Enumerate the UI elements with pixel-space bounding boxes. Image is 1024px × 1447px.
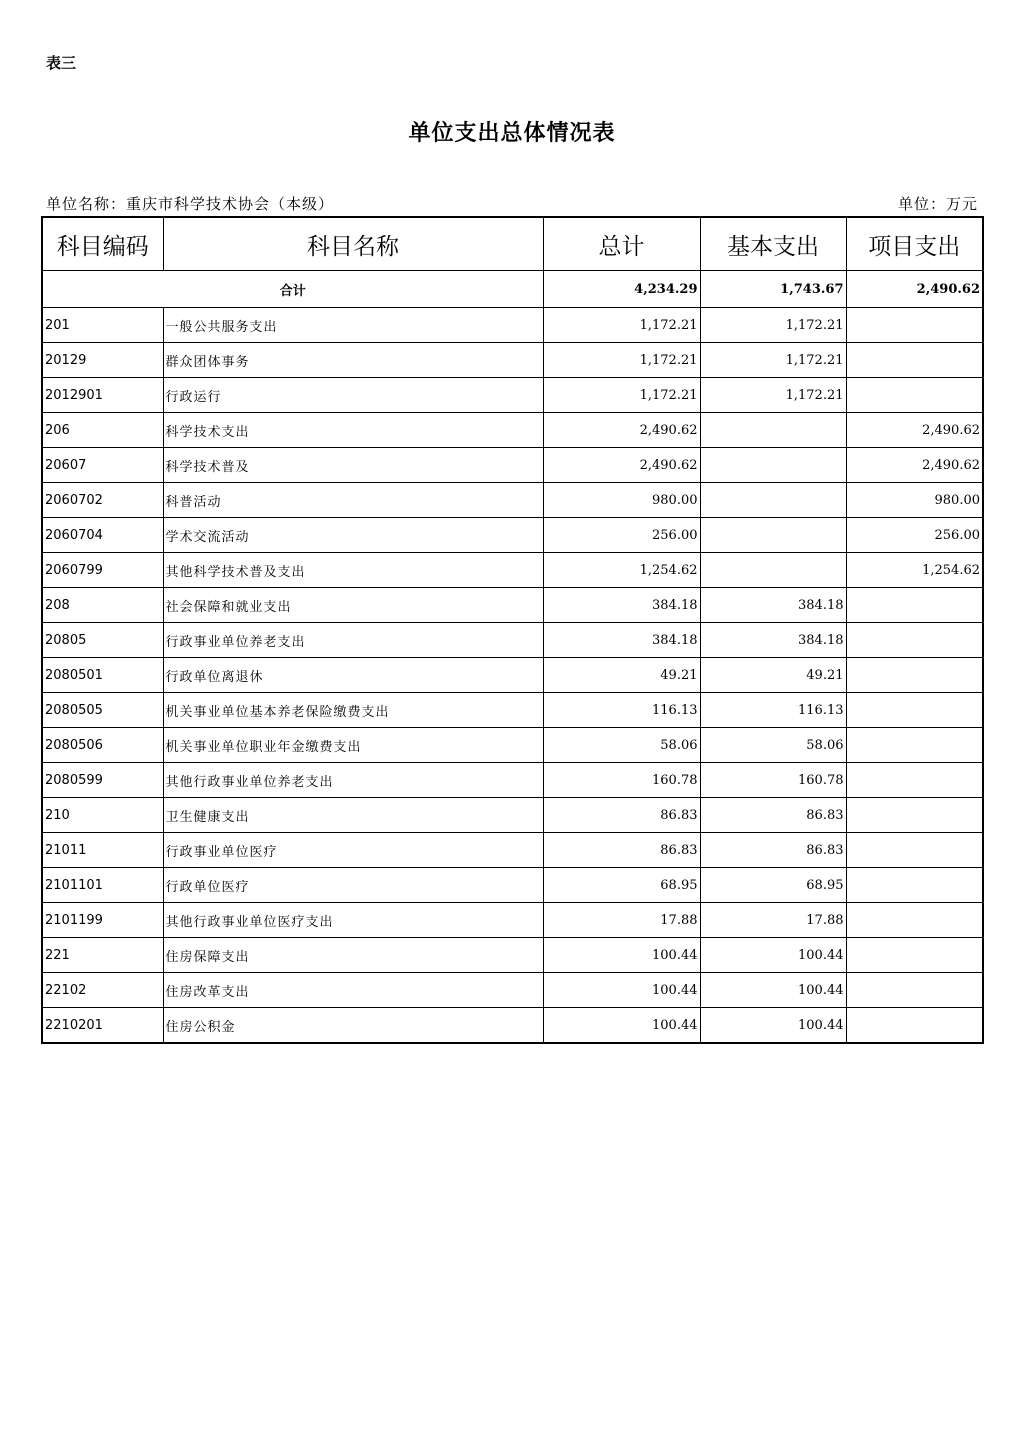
table-row xyxy=(42,448,983,483)
row-basic: 1,172.21 xyxy=(700,378,846,413)
header-row xyxy=(42,217,983,271)
row-code: 21011 xyxy=(42,833,163,868)
row-name: 行政事业单位养老支出 xyxy=(163,623,543,658)
row-basic: 1,172.21 xyxy=(700,308,846,343)
row-project xyxy=(846,658,983,693)
row-project xyxy=(846,623,983,658)
row-total: 17.88 xyxy=(543,903,700,938)
row-project xyxy=(846,938,983,973)
row-basic: 100.44 xyxy=(700,938,846,973)
row-total: 100.44 xyxy=(543,1008,700,1044)
table-row xyxy=(42,868,983,903)
table-label: 表三 xyxy=(46,54,77,72)
row-code: 2060704 xyxy=(42,518,163,553)
row-code: 2080501 xyxy=(42,658,163,693)
row-total: 2,490.62 xyxy=(543,413,700,448)
row-name: 住房保障支出 xyxy=(163,938,543,973)
total-total: 4,234.29 xyxy=(543,271,700,308)
table-row xyxy=(42,518,983,553)
row-name: 科学技术普及 xyxy=(163,448,543,483)
row-project xyxy=(846,343,983,378)
row-name: 其他行政事业单位医疗支出 xyxy=(163,903,543,938)
row-basic: 86.83 xyxy=(700,833,846,868)
row-code: 221 xyxy=(42,938,163,973)
row-total: 980.00 xyxy=(543,483,700,518)
row-code: 210 xyxy=(42,798,163,833)
row-total: 1,254.62 xyxy=(543,553,700,588)
row-project: 980.00 xyxy=(846,483,983,518)
row-project: 2,490.62 xyxy=(846,448,983,483)
row-code: 2060702 xyxy=(42,483,163,518)
header-project: 项目支出 xyxy=(846,217,983,271)
row-basic: 86.83 xyxy=(700,798,846,833)
row-basic: 49.21 xyxy=(700,658,846,693)
row-total: 116.13 xyxy=(543,693,700,728)
organization-name: 单位名称：重庆市科学技术协会（本级） xyxy=(46,195,335,213)
row-project: 2,490.62 xyxy=(846,413,983,448)
row-code: 2012901 xyxy=(42,378,163,413)
row-code: 2101199 xyxy=(42,903,163,938)
row-basic: 116.13 xyxy=(700,693,846,728)
header-code: 科目编码 xyxy=(42,217,163,271)
row-project xyxy=(846,798,983,833)
row-name: 学术交流活动 xyxy=(163,518,543,553)
row-total: 2,490.62 xyxy=(543,448,700,483)
row-code: 2060799 xyxy=(42,553,163,588)
row-name: 住房公积金 xyxy=(163,1008,543,1044)
expenditure-table xyxy=(41,216,984,1044)
row-project xyxy=(846,1008,983,1044)
table-row xyxy=(42,483,983,518)
table-row xyxy=(42,1008,983,1044)
header-basic: 基本支出 xyxy=(700,217,846,271)
table-row xyxy=(42,378,983,413)
row-name: 其他行政事业单位养老支出 xyxy=(163,763,543,798)
row-project xyxy=(846,588,983,623)
header-total: 总计 xyxy=(543,217,700,271)
row-basic: 100.44 xyxy=(700,973,846,1008)
table-row xyxy=(42,553,983,588)
unit-label: 单位：万元 xyxy=(897,195,978,213)
table-row xyxy=(42,728,983,763)
row-project xyxy=(846,903,983,938)
row-basic: 1,172.21 xyxy=(700,343,846,378)
row-name: 行政运行 xyxy=(163,378,543,413)
row-name: 社会保障和就业支出 xyxy=(163,588,543,623)
row-name: 住房改革支出 xyxy=(163,973,543,1008)
row-project xyxy=(846,693,983,728)
row-project: 1,254.62 xyxy=(846,553,983,588)
row-basic: 17.88 xyxy=(700,903,846,938)
table-row xyxy=(42,938,983,973)
row-total: 384.18 xyxy=(543,623,700,658)
row-basic: 58.06 xyxy=(700,728,846,763)
row-code: 2080506 xyxy=(42,728,163,763)
row-name: 一般公共服务支出 xyxy=(163,308,543,343)
total-label: 合计 xyxy=(42,271,543,308)
row-project xyxy=(846,308,983,343)
total-basic: 1,743.67 xyxy=(700,271,846,308)
row-name: 行政单位医疗 xyxy=(163,868,543,903)
row-basic: 68.95 xyxy=(700,868,846,903)
table-row xyxy=(42,413,983,448)
table-row xyxy=(42,623,983,658)
total-project: 2,490.62 xyxy=(846,271,983,308)
row-project xyxy=(846,728,983,763)
row-total: 100.44 xyxy=(543,973,700,1008)
row-basic xyxy=(700,518,846,553)
row-project xyxy=(846,763,983,798)
page-title: 单位支出总体情况表 xyxy=(408,121,616,146)
table-row xyxy=(42,903,983,938)
row-name: 机关事业单位职业年金缴费支出 xyxy=(163,728,543,763)
row-total: 1,172.21 xyxy=(543,343,700,378)
row-name: 其他科学技术普及支出 xyxy=(163,553,543,588)
row-code: 208 xyxy=(42,588,163,623)
row-name: 科学技术支出 xyxy=(163,413,543,448)
table-row xyxy=(42,763,983,798)
row-total: 384.18 xyxy=(543,588,700,623)
row-name: 行政单位离退休 xyxy=(163,658,543,693)
row-basic xyxy=(700,483,846,518)
row-project xyxy=(846,833,983,868)
row-total: 49.21 xyxy=(543,658,700,693)
row-project xyxy=(846,868,983,903)
row-total: 86.83 xyxy=(543,833,700,868)
row-code: 20129 xyxy=(42,343,163,378)
table-row xyxy=(42,798,983,833)
row-code: 20805 xyxy=(42,623,163,658)
row-project xyxy=(846,378,983,413)
row-name: 卫生健康支出 xyxy=(163,798,543,833)
table-row xyxy=(42,343,983,378)
header-name: 科目名称 xyxy=(163,217,543,271)
row-basic xyxy=(700,553,846,588)
row-basic: 384.18 xyxy=(700,623,846,658)
table-row xyxy=(42,658,983,693)
row-project: 256.00 xyxy=(846,518,983,553)
row-basic: 160.78 xyxy=(700,763,846,798)
row-code: 22102 xyxy=(42,973,163,1008)
row-code: 2080599 xyxy=(42,763,163,798)
row-basic xyxy=(700,448,846,483)
row-basic xyxy=(700,413,846,448)
row-total: 100.44 xyxy=(543,938,700,973)
row-name: 群众团体事务 xyxy=(163,343,543,378)
row-code: 2210201 xyxy=(42,1008,163,1044)
table-row xyxy=(42,833,983,868)
row-basic: 100.44 xyxy=(700,1008,846,1044)
row-project xyxy=(846,973,983,1008)
row-name: 机关事业单位基本养老保险缴费支出 xyxy=(163,693,543,728)
table-row xyxy=(42,308,983,343)
row-code: 201 xyxy=(42,308,163,343)
row-total: 58.06 xyxy=(543,728,700,763)
table-row xyxy=(42,588,983,623)
row-name: 行政事业单位医疗 xyxy=(163,833,543,868)
row-code: 2101101 xyxy=(42,868,163,903)
table-row xyxy=(42,973,983,1008)
row-total: 68.95 xyxy=(543,868,700,903)
row-total: 1,172.21 xyxy=(543,308,700,343)
row-basic: 384.18 xyxy=(700,588,846,623)
row-code: 2080505 xyxy=(42,693,163,728)
table-row xyxy=(42,693,983,728)
row-code: 206 xyxy=(42,413,163,448)
total-row xyxy=(42,271,983,308)
row-total: 86.83 xyxy=(543,798,700,833)
row-total: 160.78 xyxy=(543,763,700,798)
row-total: 256.00 xyxy=(543,518,700,553)
row-code: 20607 xyxy=(42,448,163,483)
row-name: 科普活动 xyxy=(163,483,543,518)
row-total: 1,172.21 xyxy=(543,378,700,413)
